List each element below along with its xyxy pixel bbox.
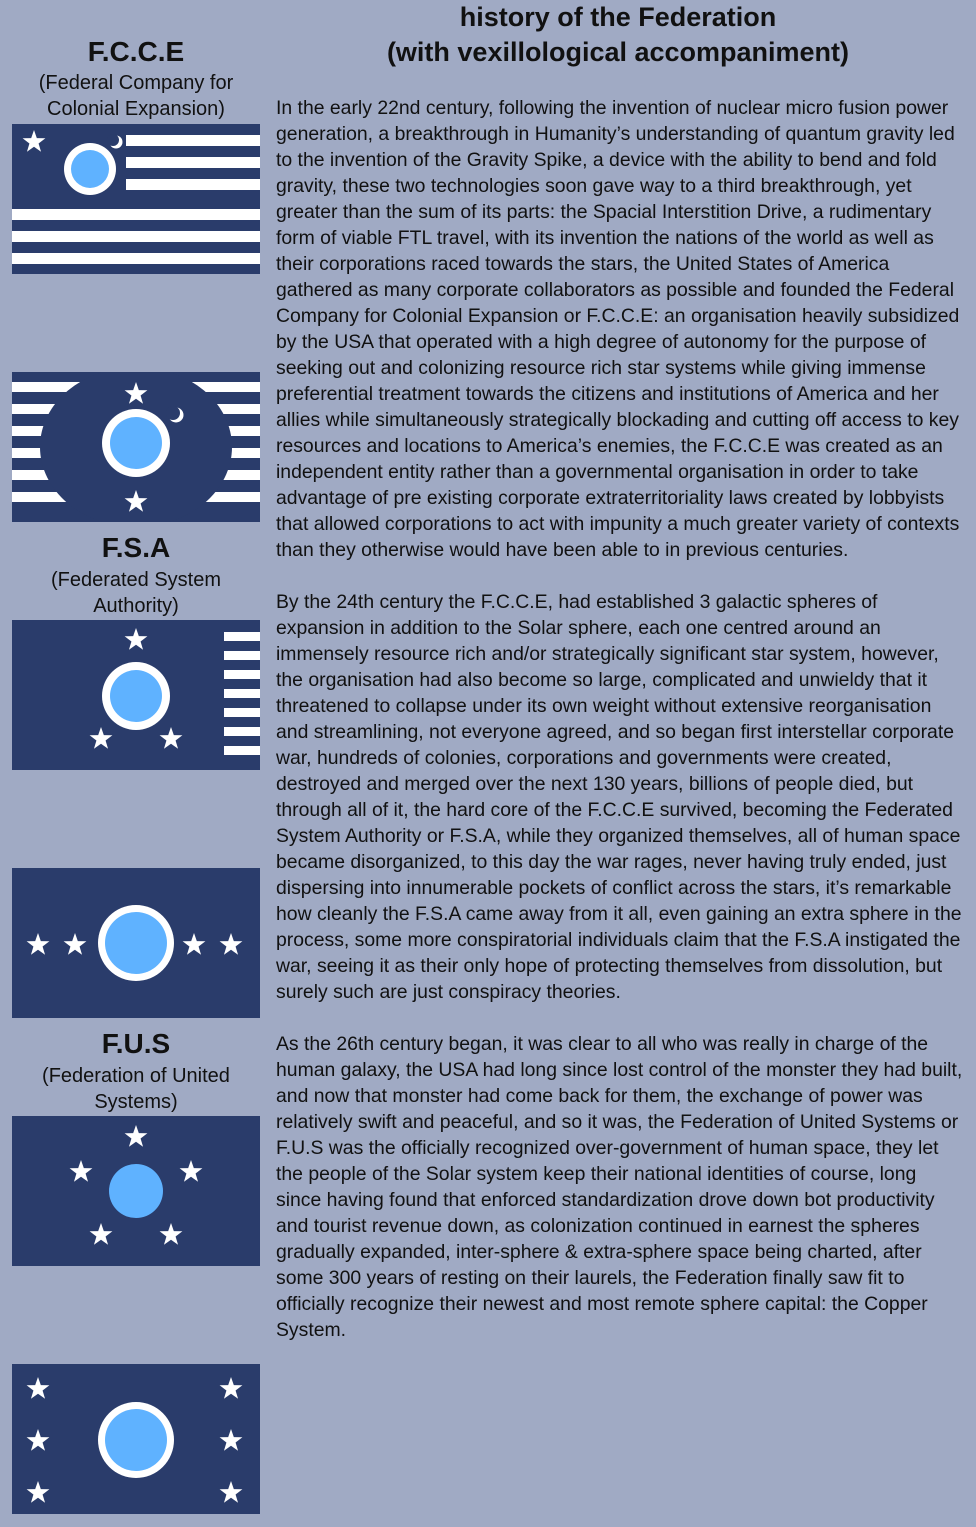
fus-flag-graphic xyxy=(12,1116,260,1266)
fcce-variant-flag xyxy=(12,372,260,522)
fsa-flag-graphic xyxy=(12,620,260,770)
page-title xyxy=(280,0,956,70)
fus-variant-flag-graphic xyxy=(12,1364,260,1514)
blue-circle xyxy=(105,912,167,974)
page-title-line-2: (with vexillological accompaniment) xyxy=(386,37,850,67)
page-title-line-1: history of the Federation xyxy=(459,2,777,32)
fus-heading: F.U.S xyxy=(101,1028,171,1059)
blue-circle xyxy=(110,670,162,722)
fcce-flag-graphic xyxy=(12,124,260,274)
fsa-heading: F.S.A xyxy=(101,532,171,563)
fus-full-name: (Federation of United Systems) xyxy=(42,1065,230,1113)
blue-circle xyxy=(110,417,162,469)
fcce-flag xyxy=(12,124,260,274)
fcce-full-name: (Federal Company for Colonial Expansion) xyxy=(38,72,234,120)
fus-flag xyxy=(12,1116,260,1266)
history-paragraph-22nd-century: In the early 22nd century, following the invention of nuclear micro fusion power generation, a breakthrough in Humanity’s understanding of quantum gravity led to the invention of the Gravity Spike, a device with the ability to bend and fold gravity, these two technologies soon gave way to a third breakthrough, yet greater than the sum of its parts: the Spacial Interstition Drive, a rudimentary form of viable FTL travel, with its invention the nations of the world as well as their corporations raced towards the stars, the United States of America gathered as many corporate collaborators as possible and founded the Federal Company for Colonial Expansion or F.C.C.E: an organisation heavily subsidized by the USA that operated with a high degree of autonomy for the purpose of seeking out and colonizing resource rich star systems while giving immense preferential treatment towards the citizens and institutions of America and her allies while simultaneously strategically blockading and cutting off access to key resources and locations to America’s enemies, the F.C.C.E was created as an independent entity rather than a governmental organisation in order to take advantage of pre existing corporate extraterritoriality laws created by lobbyists that allowed corporations to act with impunity a much greater variety of contexts than they otherwise would have been able to in previous centuries. xyxy=(276,97,960,561)
fsa-variant-flag-graphic xyxy=(12,868,260,1018)
blue-circle xyxy=(105,1409,167,1471)
history-paragraph-24th-century: By the 24th century the F.C.C.E, had established 3 galactic spheres of expansion in addition to the Solar sphere, each one centred around an immensely resource rich and/or strategically significant star system, however, the organisation had also become so large, complicated and unwieldy that it threatened to collapse under its own weight without extensive reorganisation and streamlining, not everyone agreed, and so began first interstellar corporate war, hundreds of colonies, corporations and governments were created, destroyed and merged over the next 130 years, billions of people died, but through all of it, the hard core of the F.C.C.E survived, becoming the Federated System Authority or F.S.A, while they organized themselves, all of human space became disorganized, to this day the war rages, never having truly ended, just dispersing into innumerable pockets of conflict across the stars, it’s remarkable how cleanly the F.S.A came away from it all, even gaining an extra sphere in the process, some more conspiratorial individuals claim that the F.S.A instigated the war, seeing it as their only hope of protecting themselves from dissolution, but surely such are just conspiracy theories. xyxy=(276,591,962,1003)
history-text xyxy=(276,95,964,1369)
blue-circle xyxy=(71,150,109,188)
fsa-variant-flag xyxy=(12,868,260,1018)
history-paragraph-26th-century: As the 26th century began, it was clear to all who was really in charge of the human galaxy, the USA had long since lost control of the monster they had built, and now that monster had come back for them, the exchange of power was relatively swift and peaceful, and so it was, the Federation of United Systems or F.U.S was the officially recognized over-government of human space, they let the people of the Solar system keep their national identities of course, long since having found that enforced standardization drove down bot productivity and tourist revenue down, as colonization continued in earnest the spheres gradually expanded, inter-sphere & extra-sphere space being charted, after some 300 years of resting on their laurels, the Federation finally saw fit to officially recognize their newest and most remote sphere capital: the Copper System. xyxy=(276,1033,963,1341)
fsa-flag xyxy=(12,620,260,770)
fcce-variant-flag-graphic xyxy=(12,372,260,522)
fus-variant-flag xyxy=(12,1364,260,1514)
fcce-heading: F.C.C.E xyxy=(87,36,185,67)
fsa-full-name: (Federated System Authority) xyxy=(50,569,222,617)
blue-circle xyxy=(109,1164,163,1218)
